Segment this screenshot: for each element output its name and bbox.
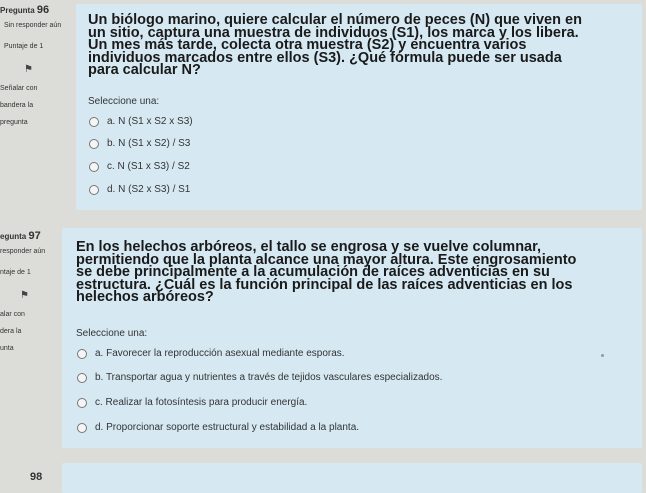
flag-icon[interactable]: ⚑ — [24, 64, 33, 75]
select-one-label: Seleccione una: — [76, 328, 148, 339]
option-96-a[interactable]: a. N (S1 x S2 x S3) — [89, 116, 193, 127]
radio-button[interactable] — [77, 349, 87, 359]
flag-question-link[interactable]: alar con dera la unta — [0, 311, 25, 352]
option-96-c[interactable]: c. N (S1 x S3) / S2 — [89, 161, 190, 172]
radio-button[interactable] — [89, 185, 99, 195]
question-score: ntaje de 1 — [0, 269, 31, 276]
decorative-dot — [601, 354, 604, 357]
question-98-number: 98 — [30, 471, 43, 483]
radio-button[interactable] — [89, 117, 99, 127]
question-96-info — [0, 4, 70, 126]
question-number: Pregunta 96 — [0, 4, 50, 16]
question-96-text: Un biólogo marino, quiere calcular el número de peces (N) que viven en un sitio, captura una muestra de individuos (S1), los marca y los libera. Un mes más tarde, colecta otra muestra (S2) y encuentra varios individuos marcados entre ellos (S3). ¿Qué fórmula puede ser usada para calcular N? — [88, 12, 582, 78]
radio-button[interactable] — [77, 373, 87, 383]
flag-icon[interactable]: ⚑ — [20, 290, 29, 301]
radio-button[interactable] — [77, 398, 87, 408]
option-97-c[interactable]: c. Realizar la fotosíntesis para producir energía. — [77, 397, 307, 408]
question-status: Sin responder aún — [4, 22, 62, 29]
question-97-text: En los helechos arbóreos, el tallo se engrosa y se vuelve columnar, permitiendo que la planta alcance una mayor altura. Este engrosamiento se debe principalmente a la acumulación de raíces adventicias en su estructura. ¿Cuál es la función principal de las raíces adventicias en los helechos arbóreos? — [76, 239, 577, 305]
radio-button[interactable] — [89, 139, 99, 149]
question-status: responder aún — [0, 248, 46, 255]
question-number: egunta 97 — [0, 230, 41, 242]
question-98-card — [62, 463, 642, 493]
question-97-info — [0, 230, 70, 352]
flag-question-link[interactable]: Señalar con bandera la pregunta — [0, 85, 38, 126]
option-96-b[interactable]: b. N (S1 x S2) / S3 — [89, 138, 190, 149]
option-97-a[interactable]: a. Favorecer la reproducción asexual mediante esporas. — [77, 348, 345, 359]
option-97-d[interactable]: d. Proporcionar soporte estructural y estabilidad a la planta. — [77, 422, 359, 433]
radio-button[interactable] — [89, 162, 99, 172]
radio-button[interactable] — [77, 423, 87, 433]
question-score: Puntaje de 1 — [4, 43, 44, 50]
option-97-b[interactable]: b. Transportar agua y nutrientes a través de tejidos vasculares especializados. — [77, 372, 442, 383]
option-96-d[interactable]: d. N (S2 x S3) / S1 — [89, 184, 190, 195]
select-one-label: Seleccione una: — [88, 96, 160, 107]
